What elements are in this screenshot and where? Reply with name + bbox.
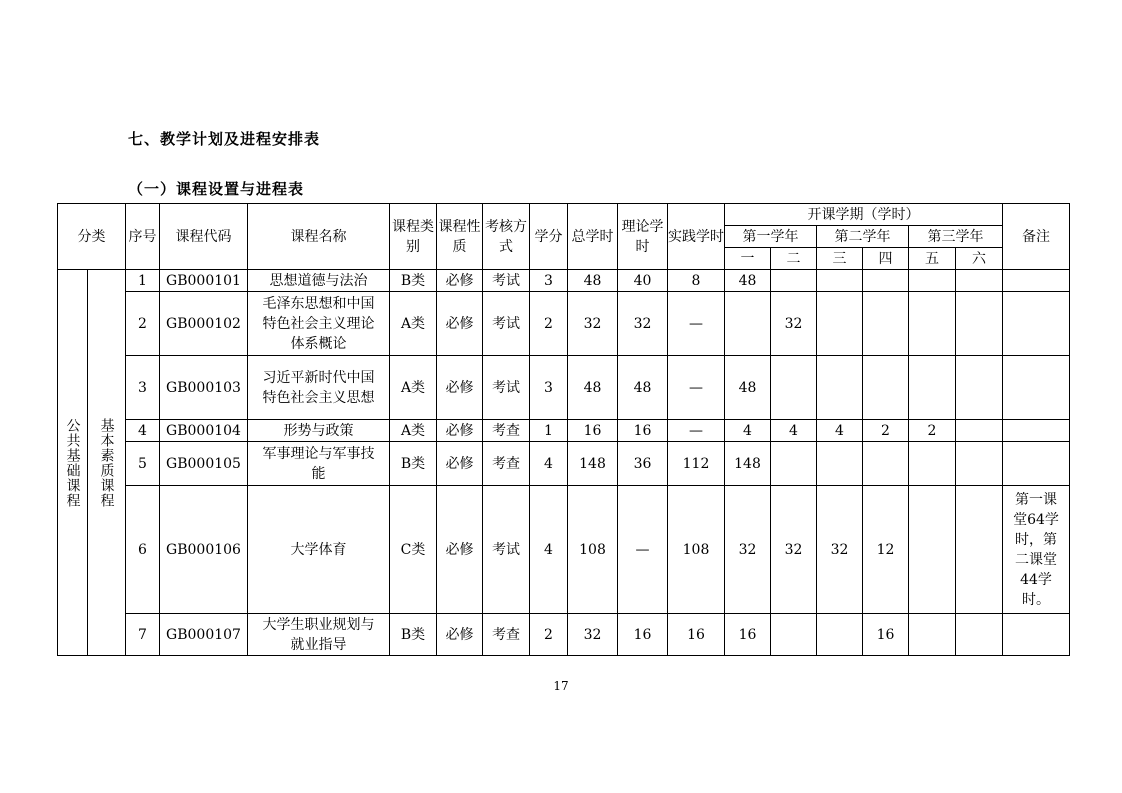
course-schedule-table [57,203,1070,656]
header-year-1: 第一学年 [725,226,817,248]
cell-s4 [863,356,909,420]
cell-s6 [956,614,1003,656]
cell-s2 [771,270,817,292]
cell-type: B类 [390,442,437,486]
cell-theory: 16 [618,420,668,442]
cell-type: A类 [390,420,437,442]
cell-serial: 6 [126,486,160,614]
header-type: 课程类别 [390,204,437,270]
header-semester-2: 二 [771,248,817,270]
cell-theory: 40 [618,270,668,292]
cell-s5 [909,442,956,486]
header-year-3: 第三学年 [909,226,1003,248]
cell-practice: — [668,356,725,420]
header-exam: 考核方式 [483,204,530,270]
cell-total: 32 [568,614,618,656]
cell-type: B类 [390,614,437,656]
cell-s6 [956,420,1003,442]
header-semester-5: 五 [909,248,956,270]
cell-s3 [817,270,863,292]
cell-theory: 36 [618,442,668,486]
table-row [58,270,1070,292]
header-semester-1: 一 [725,248,771,270]
cell-s1: 48 [725,270,771,292]
cell-exam: 考查 [483,614,530,656]
header-practice-hours: 实践学时 [668,204,725,270]
cell-type: B类 [390,270,437,292]
cell-remark [1003,420,1070,442]
cell-remark [1003,614,1070,656]
cell-remark [1003,356,1070,420]
table-row [58,442,1070,486]
header-remarks: 备注 [1003,204,1070,270]
subcategory-cell: 基本素质课程 [88,270,126,656]
cell-nature: 必修 [437,270,483,292]
cell-s2: 32 [771,292,817,356]
cell-credit: 2 [530,292,568,356]
header-credit: 学分 [530,204,568,270]
cell-s3 [817,614,863,656]
cell-practice: — [668,292,725,356]
table-row [58,486,1070,614]
header-name: 课程名称 [248,204,390,270]
table-row [58,614,1070,656]
cell-practice: — [668,420,725,442]
cell-s1: 148 [725,442,771,486]
cell-s2 [771,614,817,656]
cell-exam: 考试 [483,270,530,292]
category-cell: 公共基础课程 [58,270,88,656]
cell-s6 [956,356,1003,420]
header-total-hours: 总学时 [568,204,618,270]
cell-s4 [863,292,909,356]
table-title: （一）课程设置与进程表 [128,180,305,198]
cell-total: 48 [568,356,618,420]
cell-exam: 考试 [483,292,530,356]
cell-s5 [909,270,956,292]
table-row [58,356,1070,420]
cell-s6 [956,442,1003,486]
cell-credit: 3 [530,356,568,420]
cell-serial: 2 [126,292,160,356]
cell-s6 [956,292,1003,356]
cell-s1 [725,292,771,356]
cell-nature: 必修 [437,442,483,486]
cell-s2: 4 [771,420,817,442]
cell-total: 16 [568,420,618,442]
cell-s3: 32 [817,486,863,614]
cell-code: GB000107 [160,614,248,656]
cell-credit: 1 [530,420,568,442]
cell-s1: 32 [725,486,771,614]
header-category: 分类 [58,204,126,270]
cell-s4: 2 [863,420,909,442]
cell-name: 大学体育 [248,486,390,614]
cell-code: GB000106 [160,486,248,614]
cell-remark [1003,442,1070,486]
cell-serial: 5 [126,442,160,486]
header-semester-4: 四 [863,248,909,270]
table-row [58,292,1070,356]
cell-s5 [909,486,956,614]
cell-s3: 4 [817,420,863,442]
cell-s4 [863,270,909,292]
cell-remark: 第一课堂64学时，第二课堂44学时。 [1003,486,1070,614]
header-code: 课程代码 [160,204,248,270]
section-heading: 七、教学计划及进程安排表 [128,130,321,148]
cell-s1: 48 [725,356,771,420]
cell-nature: 必修 [437,614,483,656]
cell-type: A类 [390,356,437,420]
cell-code: GB000102 [160,292,248,356]
cell-credit: 2 [530,614,568,656]
cell-s5 [909,356,956,420]
cell-s6 [956,270,1003,292]
cell-total: 32 [568,292,618,356]
cell-theory: — [618,486,668,614]
cell-total: 148 [568,442,618,486]
cell-remark [1003,292,1070,356]
page-number: 17 [553,679,569,693]
cell-credit: 4 [530,442,568,486]
cell-total: 48 [568,270,618,292]
cell-serial: 4 [126,420,160,442]
cell-nature: 必修 [437,356,483,420]
cell-s2: 32 [771,486,817,614]
cell-s4 [863,442,909,486]
cell-theory: 32 [618,292,668,356]
cell-practice: 108 [668,486,725,614]
cell-name: 思想道德与法治 [248,270,390,292]
cell-exam: 考查 [483,420,530,442]
cell-practice: 8 [668,270,725,292]
cell-code: GB000101 [160,270,248,292]
cell-type: C类 [390,486,437,614]
cell-name: 毛泽东思想和中国特色社会主义理论体系概论 [248,292,390,356]
header-nature: 课程性质 [437,204,483,270]
cell-credit: 3 [530,270,568,292]
header-semester-3: 三 [817,248,863,270]
cell-s5 [909,614,956,656]
cell-s1: 16 [725,614,771,656]
cell-nature: 必修 [437,292,483,356]
cell-theory: 48 [618,356,668,420]
cell-nature: 必修 [437,420,483,442]
cell-exam: 考试 [483,486,530,614]
header-year-2: 第二学年 [817,226,909,248]
header-semester-6: 六 [956,248,1003,270]
cell-serial: 3 [126,356,160,420]
cell-s4: 12 [863,486,909,614]
cell-code: GB000105 [160,442,248,486]
cell-s5: 2 [909,420,956,442]
header-serial: 序号 [126,204,160,270]
cell-serial: 7 [126,614,160,656]
cell-s2 [771,442,817,486]
cell-s4: 16 [863,614,909,656]
cell-practice: 16 [668,614,725,656]
cell-s3 [817,292,863,356]
cell-nature: 必修 [437,486,483,614]
cell-s2 [771,356,817,420]
cell-remark [1003,270,1070,292]
cell-s6 [956,486,1003,614]
header-theory-hours: 理论学时 [618,204,668,270]
cell-theory: 16 [618,614,668,656]
cell-s5 [909,292,956,356]
cell-s3 [817,442,863,486]
cell-s1: 4 [725,420,771,442]
cell-practice: 112 [668,442,725,486]
cell-credit: 4 [530,486,568,614]
cell-name: 军事理论与军事技能 [248,442,390,486]
cell-code: GB000103 [160,356,248,420]
cell-code: GB000104 [160,420,248,442]
cell-serial: 1 [126,270,160,292]
cell-name: 习近平新时代中国特色社会主义思想 [248,356,390,420]
header-semester-group: 开课学期（学时） [725,204,1003,226]
cell-total: 108 [568,486,618,614]
cell-exam: 考查 [483,442,530,486]
cell-s3 [817,356,863,420]
cell-name: 形势与政策 [248,420,390,442]
cell-exam: 考试 [483,356,530,420]
cell-type: A类 [390,292,437,356]
table-row [58,420,1070,442]
cell-name: 大学生职业规划与就业指导 [248,614,390,656]
